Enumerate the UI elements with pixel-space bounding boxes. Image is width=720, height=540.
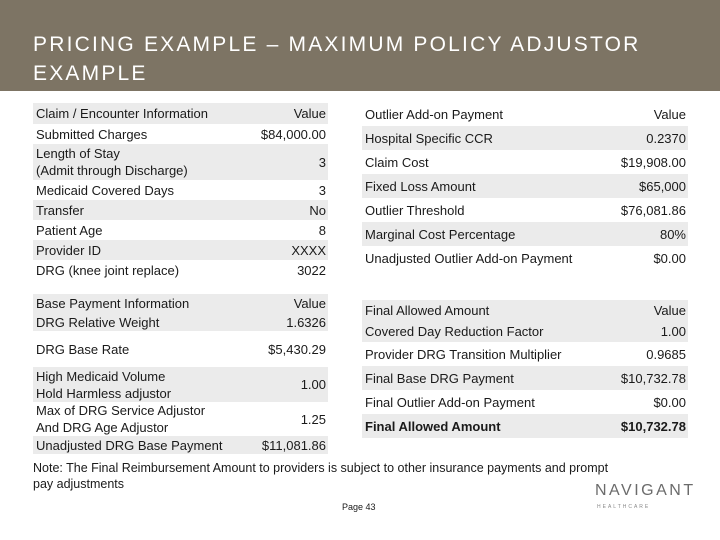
- table-row: [33, 402, 328, 436]
- table-row-total: [362, 414, 688, 438]
- table-row: [362, 342, 688, 366]
- header-label: Final Allowed Amount: [365, 303, 490, 318]
- table-row: [33, 200, 328, 220]
- table-row: [362, 198, 688, 222]
- row-value: $11,081.86: [261, 437, 326, 453]
- row-label: Length of Stay (Admit through Discharge): [36, 146, 188, 178]
- outlier-table: [362, 102, 688, 274]
- row-label: Unadjusted Outlier Add-on Payment: [365, 250, 573, 266]
- row-value: $19,908.00: [620, 154, 686, 170]
- row-value: $10,732.78: [620, 418, 686, 434]
- row-value: 3: [318, 154, 326, 170]
- header-label: Claim / Encounter Information: [36, 106, 208, 121]
- row-label: DRG (knee joint replace): [36, 262, 180, 278]
- row-value: 80%: [659, 226, 686, 242]
- row-label: Patient Age: [36, 222, 103, 238]
- table-row: [33, 313, 328, 331]
- header-value: Value: [653, 303, 686, 318]
- row-value: XXXX: [291, 242, 326, 258]
- header-value: Value: [653, 106, 686, 122]
- row-value: 1.25: [300, 411, 326, 427]
- table-row: [362, 390, 688, 414]
- row-value: 1.6326: [286, 314, 326, 330]
- row-label: Hospital Specific CCR: [365, 130, 493, 146]
- table-header: [33, 294, 328, 313]
- final-allowed-table: [362, 300, 688, 438]
- row-label: Final Base DRG Payment: [365, 370, 514, 386]
- table-row: [362, 222, 688, 246]
- table-row: [33, 144, 328, 180]
- table-row: [362, 174, 688, 198]
- row-label: Transfer: [36, 202, 84, 218]
- title-bar: [0, 0, 720, 91]
- row-label: Provider ID: [36, 242, 102, 258]
- row-label: Claim Cost: [365, 154, 429, 170]
- page-title: PRICING EXAMPLE – MAXIMUM POLICY ADJUSTOR EXAMPLE: [33, 33, 641, 85]
- header-value: Value: [293, 106, 326, 121]
- row-value: $5,430.29: [268, 341, 326, 357]
- table-header: [33, 103, 328, 124]
- header-label: Base Payment Information: [36, 296, 190, 311]
- row-label: Marginal Cost Percentage: [365, 226, 516, 242]
- row-value: 3022: [297, 262, 326, 278]
- page-number: Page 43: [342, 502, 376, 512]
- row-value: 0.2370: [646, 130, 686, 146]
- base-payment-table: [33, 294, 328, 454]
- row-label: Final Allowed Amount: [365, 418, 501, 434]
- row-value: $0.00: [653, 250, 686, 266]
- row-label: DRG Relative Weight: [36, 314, 160, 330]
- logo-subtitle: HEALTHCARE: [597, 504, 651, 510]
- row-label: Medicaid Covered Days: [36, 182, 175, 198]
- claim-info-table: [33, 103, 328, 279]
- row-label: Unadjusted DRG Base Payment: [36, 437, 223, 453]
- table-row: [33, 260, 328, 280]
- row-label: Max of DRG Service Adjustor And DRG Age Adjustor: [36, 403, 206, 435]
- header-value: Value: [293, 296, 326, 311]
- row-value: $0.00: [653, 394, 686, 410]
- table-row: [33, 436, 328, 454]
- table-row: [362, 321, 688, 342]
- row-label: Fixed Loss Amount: [365, 178, 476, 194]
- row-value: 8: [318, 222, 326, 238]
- row-label: High Medicaid Volume Hold Harmless adjustor: [36, 368, 172, 401]
- header-label: Outlier Add-on Payment: [365, 106, 504, 122]
- table-header: [362, 300, 688, 321]
- row-value: $76,081.86: [620, 202, 686, 218]
- navigant-logo: NAVIGANT: [595, 482, 696, 499]
- row-label: Final Outlier Add-on Payment: [365, 394, 535, 410]
- footnote: Note: The Final Reimbursement Amount to providers is subject to other insurance payments and prompt pay adjustments: [33, 461, 609, 491]
- table-row: [362, 150, 688, 174]
- table-row: [33, 180, 328, 200]
- row-value: 3: [318, 182, 326, 198]
- table-header: [362, 102, 688, 126]
- row-label: DRG Base Rate: [36, 341, 130, 357]
- table-row: [362, 366, 688, 390]
- row-value: 1.00: [660, 324, 686, 339]
- row-label: Provider DRG Transition Multiplier: [365, 346, 562, 362]
- table-row: [362, 126, 688, 150]
- table-row: [362, 246, 688, 270]
- row-label: Submitted Charges: [36, 126, 148, 142]
- row-value: $10,732.78: [620, 370, 686, 386]
- table-row: [33, 367, 328, 402]
- row-label: Outlier Threshold: [365, 202, 465, 218]
- row-value: $65,000: [639, 178, 686, 194]
- table-row: [33, 220, 328, 240]
- table-row: [33, 240, 328, 260]
- row-value: 1.00: [300, 377, 326, 392]
- row-value: $84,000.00: [260, 126, 326, 142]
- table-row: [33, 331, 328, 367]
- row-label: Covered Day Reduction Factor: [365, 324, 544, 339]
- row-value: No: [309, 202, 326, 218]
- table-row: [33, 124, 328, 144]
- row-value: 0.9685: [646, 346, 686, 362]
